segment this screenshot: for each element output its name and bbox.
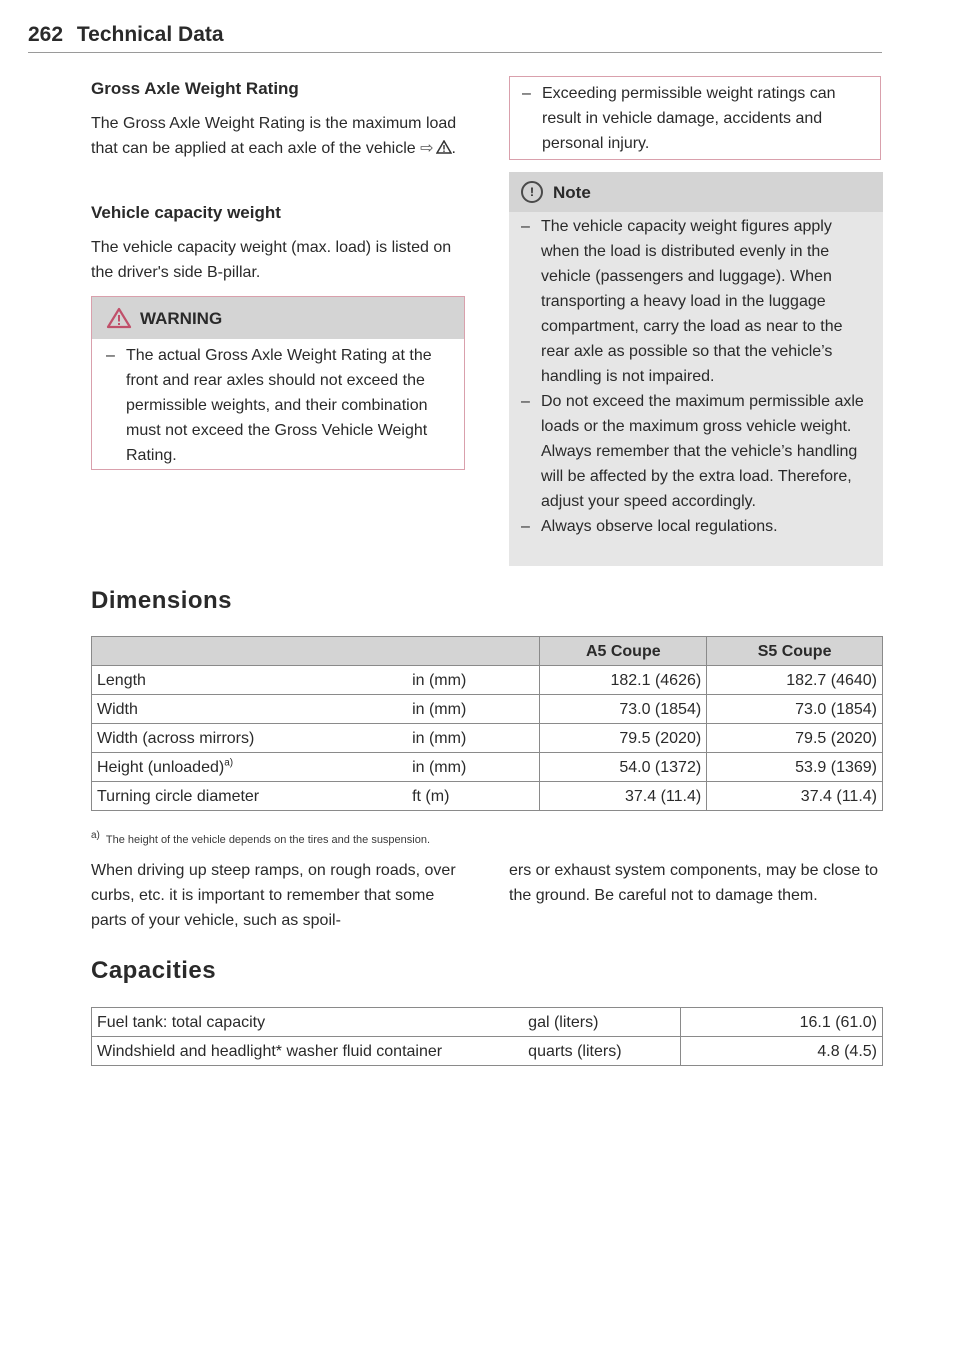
row-label: Width <box>92 695 408 724</box>
row-unit: in (mm) <box>407 695 540 724</box>
vcw-section <box>91 200 463 285</box>
row-value: 16.1 (61.0) <box>681 1008 883 1037</box>
warning-list <box>106 343 452 468</box>
row-unit: quarts (liters) <box>523 1037 681 1066</box>
list-item: – Always observe local regulations. <box>521 514 873 539</box>
row-a5-value: 37.4 (11.4) <box>540 782 707 811</box>
vcw-text: The vehicle capacity weight (max. load) is listed on the driver's side B-pillar. <box>91 239 452 281</box>
warning-box <box>91 296 465 470</box>
row-a5-value: 79.5 (2020) <box>540 724 707 753</box>
table-row <box>92 1008 883 1037</box>
warning-triangle-icon <box>436 140 452 154</box>
row-label: Fuel tank: total capacity <box>92 1008 524 1037</box>
note-box <box>509 172 883 566</box>
footnote-text: The height of the vehicle depends on the tires and the suspension. <box>105 834 431 846</box>
note-circle-icon: ! <box>521 181 543 203</box>
capacities-table <box>91 1007 883 1066</box>
row-a5-value: 182.1 (4626) <box>540 666 707 695</box>
table-row <box>92 753 883 782</box>
arrow-reference-icon: ⇨ <box>420 140 434 157</box>
gawr-text <box>91 111 463 161</box>
note-title: Note <box>553 182 591 202</box>
gawr-text-body: The Gross Axle Weight Rating is the maximum load that can be applied at each axle of the vehicle <box>91 115 457 157</box>
row-unit: in (mm) <box>407 666 540 695</box>
row-s5-value: 37.4 (11.4) <box>707 782 883 811</box>
gawr-title: Gross Axle Weight Rating <box>91 79 299 98</box>
warning-triangle-icon <box>106 307 132 329</box>
warning-continuation-box <box>509 76 881 160</box>
dimensions-table <box>91 636 883 811</box>
table-row <box>92 695 883 724</box>
row-a5-value: 73.0 (1854) <box>540 695 707 724</box>
row-s5-value: 182.7 (4640) <box>707 666 883 695</box>
footnote-mark: a) <box>91 830 100 842</box>
vcw-title: Vehicle capacity weight <box>91 203 281 222</box>
table-row <box>92 666 883 695</box>
row-label <box>92 753 408 782</box>
row-label: Turning circle diameter <box>92 782 408 811</box>
ground-text-col1: When driving up steep ramps, on rough roads, over curbs, etc. it is important to remember that some parts of your vehicle, such as spoil- <box>91 862 456 929</box>
header-rule <box>28 52 882 53</box>
row-label: Windshield and headlight* washer fluid container <box>92 1037 524 1066</box>
list-item: – The vehicle capacity weight figures apply when the load is distributed evenly in the vehicle (passengers and luggage). When transporting a heavy load in the luggage compartment, carry the load as near to the rear axle as possible so that the vehicle’s handling is not impaired. <box>521 214 873 389</box>
note-header <box>509 172 883 212</box>
list-item: – Exceeding permissible weight ratings can result in vehicle damage, accidents and personal injury. <box>522 81 870 156</box>
table-row <box>92 1037 883 1066</box>
table-header-s5: S5 Coupe <box>707 637 883 666</box>
table-header-row <box>92 637 883 666</box>
row-a5-value: 54.0 (1372) <box>540 753 707 782</box>
row-unit: gal (liters) <box>523 1008 681 1037</box>
row-unit: in (mm) <box>407 724 540 753</box>
capacities-title: Capacities <box>91 957 217 984</box>
row-s5-value: 53.9 (1369) <box>707 753 883 782</box>
dimensions-footnote <box>91 828 430 853</box>
row-unit: in (mm) <box>407 753 540 782</box>
footnote-ref: a) <box>224 757 234 769</box>
list-item: – Do not exceed the maximum permissible axle loads or the maximum gross vehicle weight. Always remember that the vehicle’s handling will be affected by the extra load. Therefore, adjust your speed accordingly. <box>521 389 873 514</box>
row-label: Length <box>92 666 408 695</box>
warning-title: WARNING <box>140 308 223 328</box>
table-row <box>92 724 883 753</box>
section-title: Technical Data <box>76 23 224 46</box>
table-header-blank <box>92 637 540 666</box>
gawr-section <box>91 76 463 161</box>
list-item: – The actual Gross Axle Weight Rating at the front and rear axles should not exceed the permissible weights, and their combination must not exceed the Gross Vehicle Weight Rating. <box>106 343 452 468</box>
row-label: Width (across mirrors) <box>92 724 408 753</box>
warning-header <box>92 297 464 339</box>
row-value: 4.8 (4.5) <box>681 1037 883 1066</box>
warning-continuation-list <box>522 81 870 156</box>
note-list <box>521 214 873 539</box>
row-unit: ft (m) <box>407 782 540 811</box>
dimensions-title: Dimensions <box>91 587 233 614</box>
table-header-a5: A5 Coupe <box>540 637 707 666</box>
gawr-text-end: . <box>451 140 456 157</box>
row-s5-value: 73.0 (1854) <box>707 695 883 724</box>
row-label-text: Height (unloaded) <box>97 758 225 776</box>
table-row <box>92 782 883 811</box>
row-s5-value: 79.5 (2020) <box>707 724 883 753</box>
page-number: 262 <box>28 23 64 46</box>
page-header <box>28 22 224 47</box>
ground-text-col2: ers or exhaust system components, may be close to the ground. Be careful not to damage them. <box>509 862 879 904</box>
